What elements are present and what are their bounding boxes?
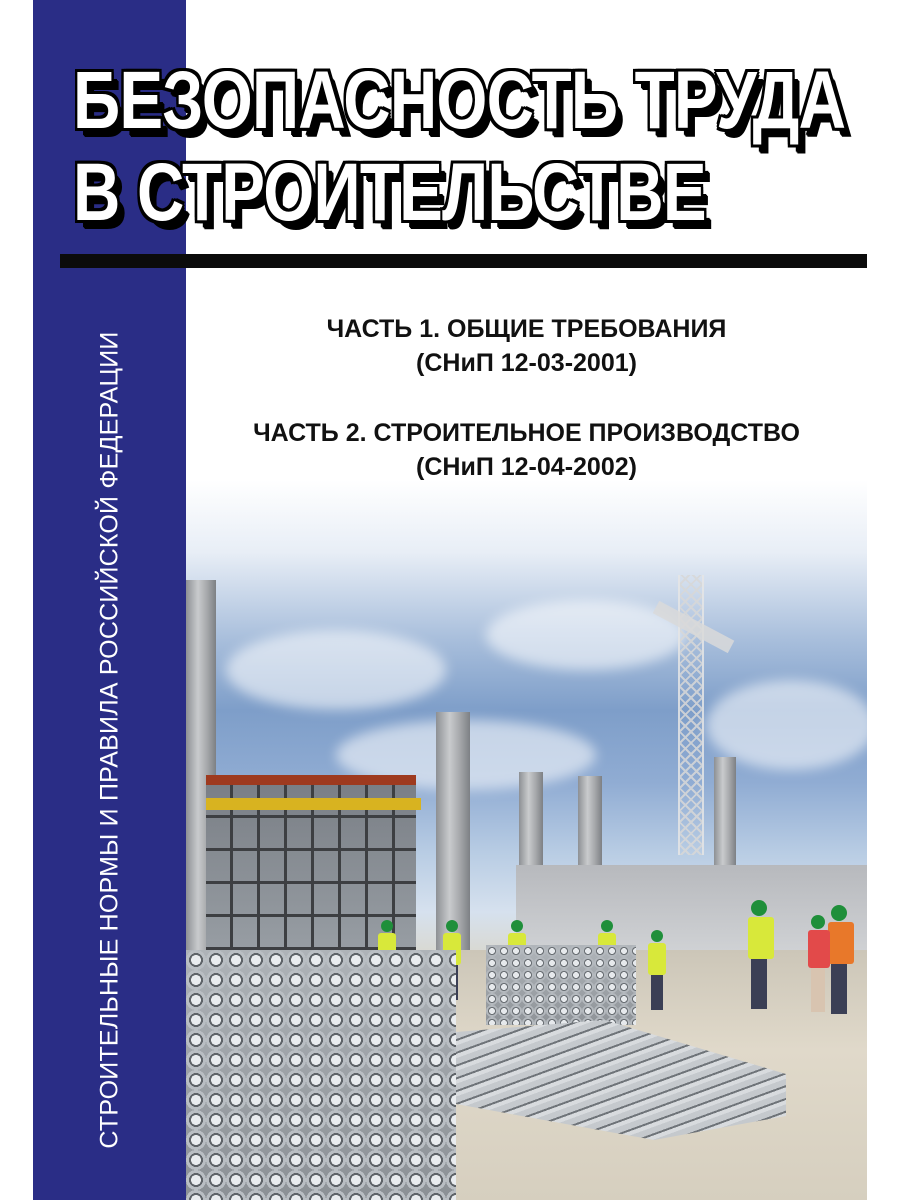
spine-series-text: СТРОИТЕЛЬНЫЕ НОРМЫ И ПРАВИЛА РОССИЙСКОЙ ФЕДЕРАЦИИ bbox=[95, 331, 124, 1149]
scaffold-pipe-stack bbox=[486, 945, 636, 1025]
book-cover bbox=[33, 0, 867, 1200]
building-yellow-band bbox=[206, 798, 421, 810]
book-title-line-1: БЕЗОПАСНОСТЬ ТРУДА bbox=[73, 55, 846, 146]
subtitle-block bbox=[186, 312, 867, 484]
worker-figure bbox=[826, 905, 854, 1015]
part-1-title: ЧАСТЬ 1. ОБЩИЕ ТРЕБОВАНИЯ bbox=[326, 315, 727, 343]
concrete-pillar bbox=[436, 712, 470, 952]
part-1-code: (СНиП 12-03-2001) bbox=[416, 349, 637, 377]
worker-figure bbox=[806, 915, 830, 1015]
title-divider-rule bbox=[60, 254, 867, 268]
scaffold-pipe-stack bbox=[186, 950, 456, 1200]
book-title-line-2: В СТРОИТЕЛЬСТВЕ bbox=[73, 147, 706, 238]
worker-figure bbox=[646, 930, 668, 1010]
book-title bbox=[73, 55, 845, 239]
worker-figure bbox=[746, 900, 774, 1010]
construction-site-photo bbox=[186, 480, 867, 1200]
part-2-title: ЧАСТЬ 2. СТРОИТЕЛЬНОЕ ПРОИЗВОДСТВО bbox=[253, 419, 800, 447]
part-2-code: (СНиП 12-04-2002) bbox=[416, 453, 637, 481]
